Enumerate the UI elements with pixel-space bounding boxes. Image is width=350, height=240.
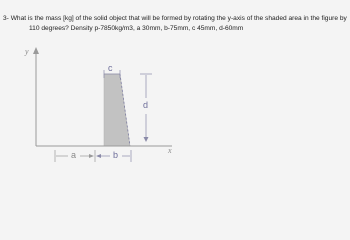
y-axis-arrow (33, 47, 39, 54)
dimension-d-label: d (143, 100, 149, 110)
dimension-b-label: b (113, 150, 119, 160)
shaded-area (104, 74, 130, 146)
dimension-a-arrow (89, 154, 94, 158)
dimension-a-label: a (71, 150, 77, 160)
x-axis-label: x (168, 146, 172, 155)
question-line-2: 110 degrees? Density p-7850kg/m3, a 30mm, b-75mm, c 45mm, d-60mm (29, 25, 244, 33)
dimension-c-label: c (108, 63, 113, 73)
dimension-d-arrow (144, 137, 149, 142)
question-line-1: 3- What is the mass [kg] of the solid object that will be formed by rotating the y-axis of the shaded area in the figure by (3, 15, 347, 22)
y-axis-label: y (25, 47, 29, 56)
